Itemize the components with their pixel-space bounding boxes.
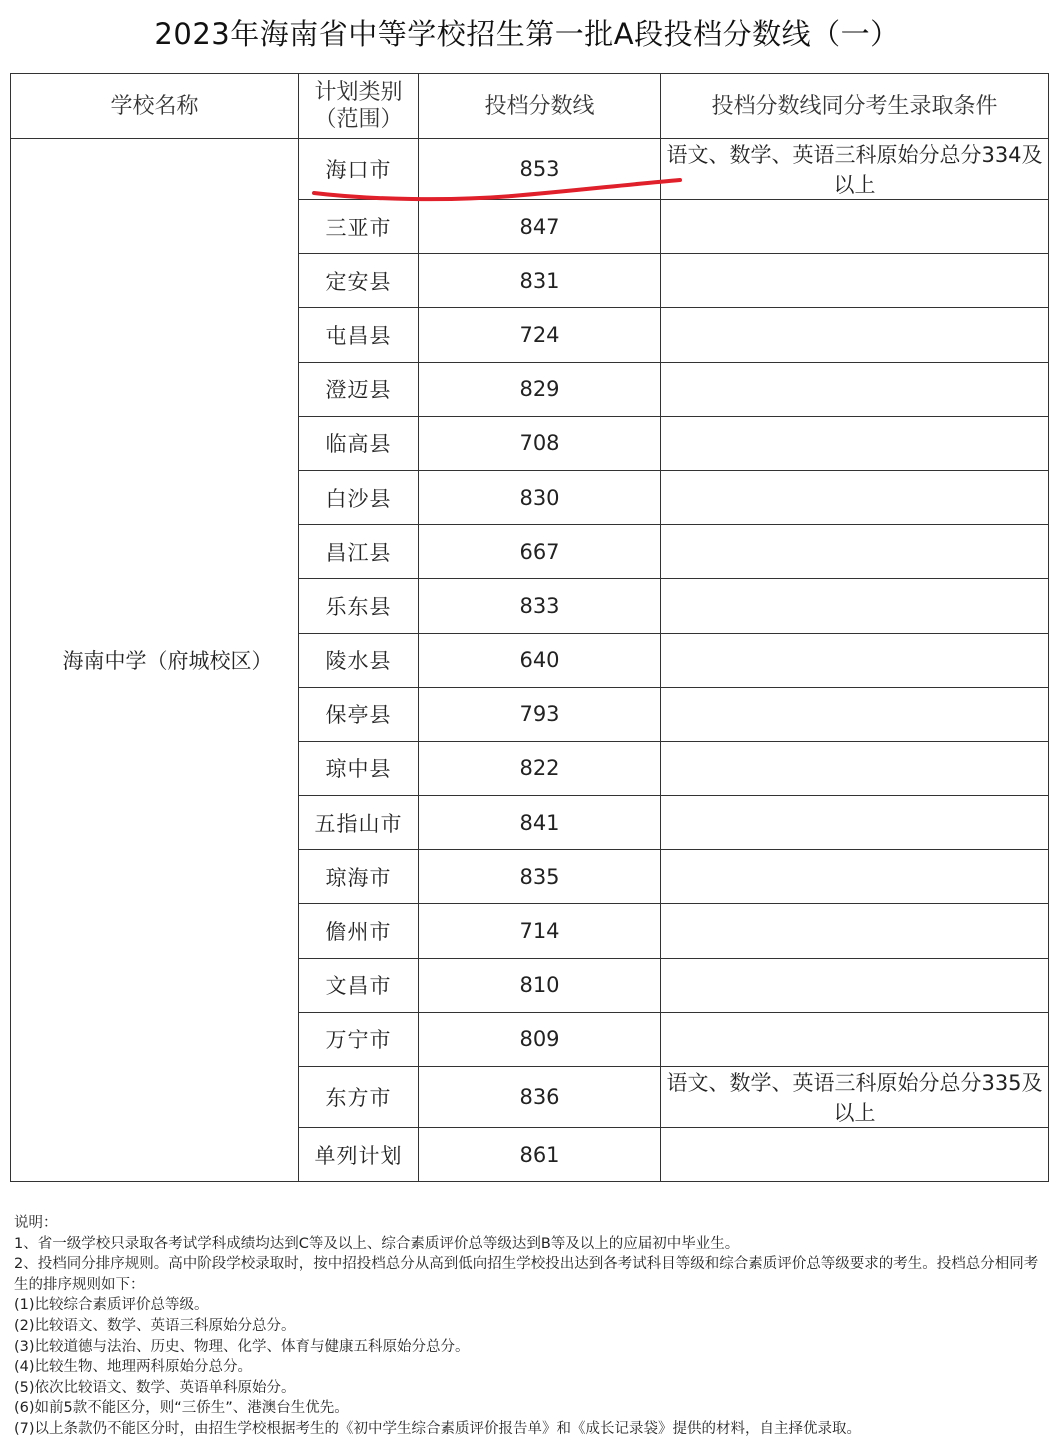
rule-2: (2)比较语文、数学、英语三科原始分总分。 bbox=[14, 1317, 296, 1334]
region-cell: 定安县 bbox=[299, 254, 419, 308]
score-cell: 835 bbox=[419, 850, 661, 904]
score-cell: 861 bbox=[419, 1128, 661, 1182]
condition-cell bbox=[661, 254, 1049, 308]
score-cell: 833 bbox=[419, 579, 661, 633]
condition-cell: 语文、数学、英语三科原始分总分334及以上 bbox=[661, 139, 1049, 200]
score-cell: 853 bbox=[419, 139, 661, 200]
page-title: 2023年海南省中等学校招生第一批A段投档分数线（一） bbox=[154, 17, 900, 51]
region-cell: 乐东县 bbox=[299, 579, 419, 633]
score-cell: 714 bbox=[419, 904, 661, 958]
condition-cell bbox=[661, 687, 1049, 741]
header-plan-category bbox=[299, 74, 419, 139]
condition-cell bbox=[661, 958, 1049, 1012]
score-cell: 822 bbox=[419, 741, 661, 795]
rule-6: (6)如前5款不能区分，则“三侨生”、港澳台生优先。 bbox=[14, 1400, 349, 1417]
notes-heading: 说明： bbox=[14, 1215, 58, 1231]
region-cell: 东方市 bbox=[299, 1067, 419, 1128]
score-cell: 810 bbox=[419, 958, 661, 1012]
school-name-cell: 海南中学（府城校区） bbox=[11, 139, 299, 1182]
condition-cell bbox=[661, 796, 1049, 850]
header-condition: 投档分数线同分考生录取条件 bbox=[661, 74, 1049, 139]
score-cell: 724 bbox=[419, 308, 661, 362]
region-cell: 文昌市 bbox=[299, 958, 419, 1012]
condition-cell bbox=[661, 741, 1049, 795]
condition-cell: 语文、数学、英语三科原始分总分335及以上 bbox=[661, 1067, 1049, 1128]
rule-7: (7)以上条款仍不能区分时，由招生学校根据考生的《初中学生综合素质评价报告单》和《成长记录袋》提供的材料，自主择优录取。 bbox=[14, 1420, 862, 1437]
rule-5: (5)依次比较语文、数学、英语单科原始分。 bbox=[14, 1379, 296, 1396]
header-plan-line1: 计划类别 bbox=[314, 80, 403, 105]
note-2: 2、投档同分排序规则。高中阶段学校录取时，按中招投档总分从高到低向招生学校投出达到各考试科目等级和综合素质评价总等级要求的考生。投档总分相同考生的排序规则如下： bbox=[14, 1256, 1039, 1293]
score-cell: 830 bbox=[419, 470, 661, 524]
score-cell: 809 bbox=[419, 1012, 661, 1066]
condition-cell bbox=[661, 308, 1049, 362]
header-plan-line2: （范围） bbox=[314, 107, 403, 132]
table-row bbox=[11, 139, 1049, 200]
region-cell: 五指山市 bbox=[299, 796, 419, 850]
score-cell: 667 bbox=[419, 525, 661, 579]
condition-cell bbox=[661, 362, 1049, 416]
region-cell: 琼海市 bbox=[299, 850, 419, 904]
condition-cell bbox=[661, 904, 1049, 958]
region-cell: 单列计划 bbox=[299, 1128, 419, 1182]
score-cell: 836 bbox=[419, 1067, 661, 1128]
table-body bbox=[11, 139, 1049, 1182]
condition-cell bbox=[661, 416, 1049, 470]
region-cell: 儋州市 bbox=[299, 904, 419, 958]
header-score: 投档分数线 bbox=[419, 74, 661, 139]
note-1: 1、省一级学校只录取各考试学科成绩均达到C等及以上、综合素质评价总等级达到B等及以上的应届初中毕业生。 bbox=[14, 1235, 740, 1252]
region-cell: 临高县 bbox=[299, 416, 419, 470]
region-cell: 陵水县 bbox=[299, 633, 419, 687]
condition-cell bbox=[661, 470, 1049, 524]
score-cell: 829 bbox=[419, 362, 661, 416]
score-cell: 793 bbox=[419, 687, 661, 741]
score-cell: 847 bbox=[419, 200, 661, 254]
rule-3: (3)比较道德与法治、历史、物理、化学、体育与健康五科原始分总分。 bbox=[14, 1338, 470, 1355]
region-cell: 三亚市 bbox=[299, 200, 419, 254]
score-cell: 708 bbox=[419, 416, 661, 470]
region-cell: 海口市 bbox=[299, 139, 419, 200]
region-cell: 琼中县 bbox=[299, 741, 419, 795]
condition-cell bbox=[661, 579, 1049, 633]
region-cell: 万宁市 bbox=[299, 1012, 419, 1066]
condition-cell bbox=[661, 525, 1049, 579]
region-cell: 白沙县 bbox=[299, 470, 419, 524]
notes-section bbox=[14, 1213, 1044, 1440]
header-school: 学校名称 bbox=[11, 74, 299, 139]
score-cell: 841 bbox=[419, 796, 661, 850]
score-cell: 640 bbox=[419, 633, 661, 687]
condition-cell bbox=[661, 633, 1049, 687]
condition-cell bbox=[661, 1128, 1049, 1182]
score-cell: 831 bbox=[419, 254, 661, 308]
region-cell: 保亭县 bbox=[299, 687, 419, 741]
region-cell: 昌江县 bbox=[299, 525, 419, 579]
condition-cell bbox=[661, 1012, 1049, 1066]
admission-score-table bbox=[10, 73, 1049, 1182]
region-cell: 澄迈县 bbox=[299, 362, 419, 416]
table-header-row bbox=[11, 74, 1049, 139]
rule-4: (4)比较生物、地理两科原始分总分。 bbox=[14, 1359, 253, 1376]
region-cell: 屯昌县 bbox=[299, 308, 419, 362]
condition-cell bbox=[661, 850, 1049, 904]
rule-1: (1)比较综合素质评价总等级。 bbox=[14, 1297, 209, 1314]
condition-cell bbox=[661, 200, 1049, 254]
